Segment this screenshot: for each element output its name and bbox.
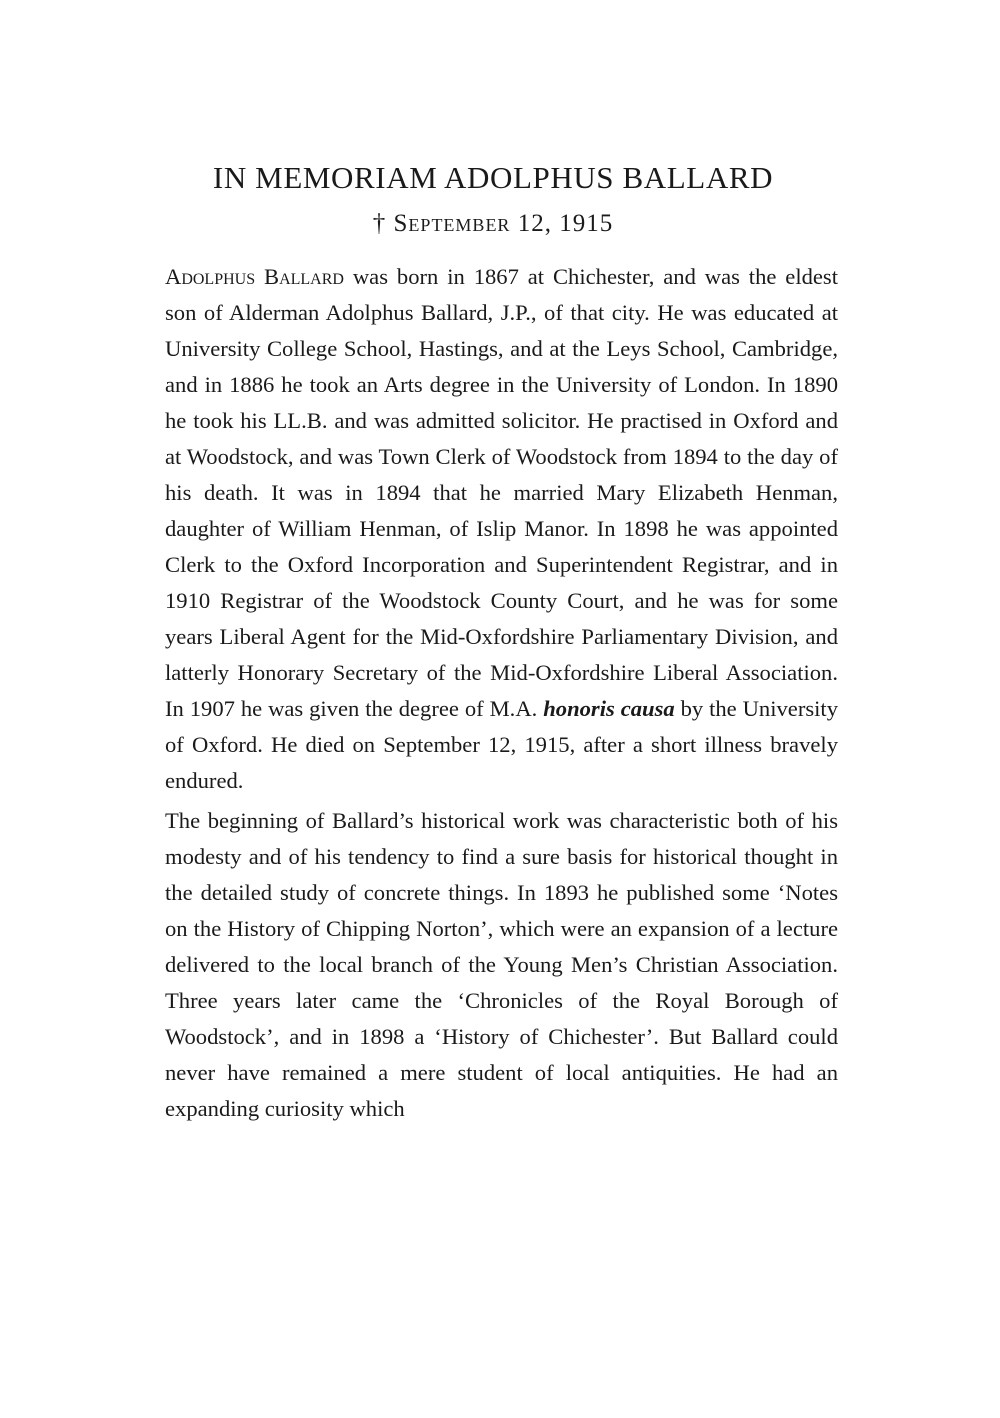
date-month: September <box>393 210 511 237</box>
paragraph-biography <box>165 259 838 799</box>
biography-text-b: by the University of Oxford. He died on September 12, 1915, after a short illness bravely endured. <box>165 696 838 793</box>
paragraph-historical-work: The beginning of Ballard’s historical work was characteristic both of his modesty and of his tendency to find a sure basis for historical thought in the detailed study of concrete things. In 1893 he published some ‘Notes on the History of Chipping Norton’, which were an expansion of a lecture delivered to the local branch of the Young Men’s Christian Association. Three years later came the ‘Chronicles of the Royal Borough of Woodstock’, and in 1898 a ‘History of Chichester’. But Ballard could never have remained a mere student of local antiquities. He had an expanding curiosity which <box>165 808 838 1121</box>
body-text <box>165 259 838 1127</box>
biography-text-a: was born in 1867 at Chichester, and was the eldest son of Alderman Adolphus Ballard, J.P., of that city. He was educated at University College School, Hastings, and at the Leys School, Cambridge, and in 1886 he took an Arts degree in the University of London. In 1890 he took his LL.B. and was admitted solicitor. He practised in Oxford and at Woodstock, and was Town Clerk of Woodstock from 1894 to the day of his death. It was in 1894 that he married Mary Elizabeth Henman, daughter of William Henman, of Islip Manor. In 1898 he was appointed Clerk to the Oxford Incorporation and Superintendent Registrar, and in 1910 Registrar of the Woodstock County Court, and he was for some years Liberal Agent for the Mid-Oxfordshire Parliamentary Division, and latterly Honorary Secretary of the Mid-Oxfordshire Liberal Association. In 1907 he was given the degree of M.A. <box>165 264 838 721</box>
date-day-year: 12, 1915 <box>517 210 614 237</box>
page-title: IN MEMORIAM ADOLPHUS BALLARD <box>212 160 774 195</box>
italic-phrase: honoris causa <box>543 696 675 721</box>
lead-name: Adolphus Ballard <box>165 264 344 289</box>
dagger-symbol: † <box>372 210 387 237</box>
date-of-death <box>0 206 986 242</box>
